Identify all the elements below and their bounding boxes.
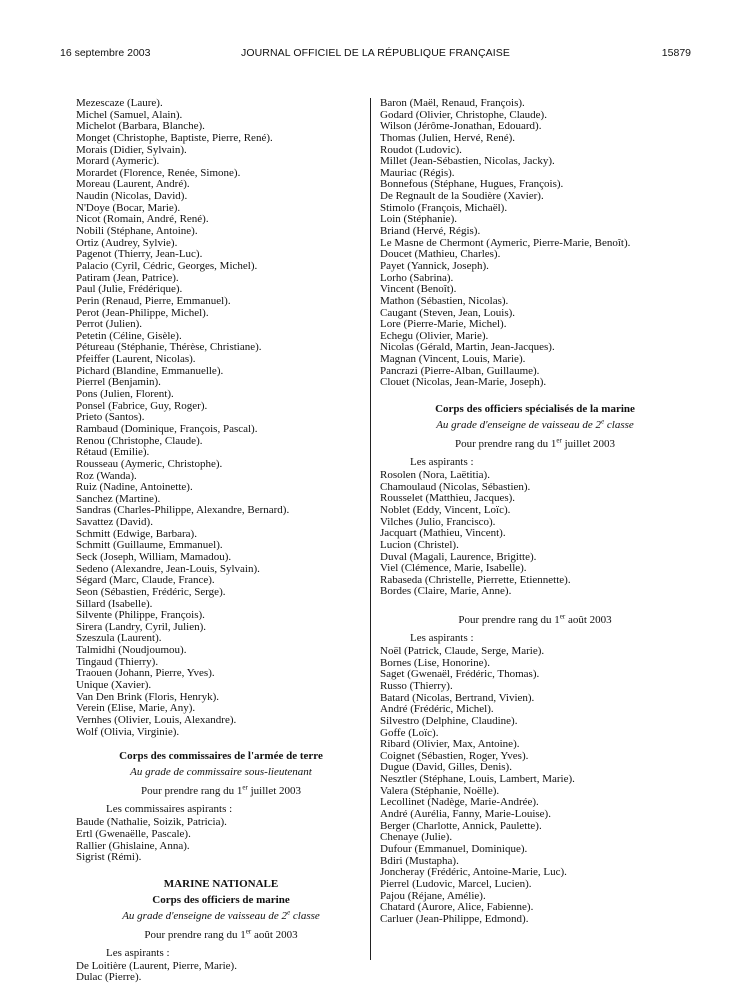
name-entry: Traouen (Johann, Pierre, Yves). xyxy=(76,667,215,680)
name-entry: Goffe (Loïc). xyxy=(380,726,439,739)
name-entry: Vincent (Benoît). xyxy=(380,283,457,296)
name-entry: Valera (Stéphanie, Noëlle). xyxy=(380,784,500,797)
name-entry: Dufour (Emmanuel, Dominique). xyxy=(380,842,528,855)
name-entry: Doucet (Mathieu, Charles). xyxy=(380,248,501,261)
aout-rank: Pour prendre rang du 1er août 2003 xyxy=(458,612,612,627)
name-entry: Pagenot (Thierry, Jean-Luc). xyxy=(76,248,203,261)
name-entry: Roudot (Ludovic). xyxy=(380,143,462,156)
left-name-list xyxy=(76,98,366,738)
name-entry: Carluer (Jean-Philippe, Edmond). xyxy=(380,912,529,925)
name-entry: Clouet (Nicolas, Jean-Marie, Joseph). xyxy=(380,376,547,389)
marine-nationale-heading: MARINE NATIONALE xyxy=(163,877,279,890)
name-entry: Rosolen (Nora, Laëtitia). xyxy=(380,469,490,482)
name-entry: Bdiri (Mustapha). xyxy=(380,854,459,867)
name-entry: Dugue (David, Gilles, Denis). xyxy=(380,761,512,774)
name-entry: Godard (Olivier, Christophe, Claude). xyxy=(380,108,547,121)
name-entry: Millet (Jean-Sébastien, Nicolas, Jacky). xyxy=(380,155,555,168)
name-entry: Sanchez (Martine). xyxy=(76,492,161,505)
name-entry: André (Frédéric, Michel). xyxy=(380,703,494,716)
name-entry: Wilson (Jérôme-Jonathan, Edouard). xyxy=(380,120,542,133)
specialises-name-list xyxy=(380,470,690,598)
name-entry: Sillard (Isabelle). xyxy=(76,597,153,610)
name-entry: Lorho (Sabrina). xyxy=(380,271,454,284)
commissaires-rank: Pour prendre rang du 1er juillet 2003 xyxy=(140,783,302,798)
name-entry: Viel (Clémence, Marie, Isabelle). xyxy=(380,562,527,575)
name-entry: Nobili (Stéphane, Antoine). xyxy=(76,225,198,238)
name-entry: Seon (Sébastien, Frédéric, Serge). xyxy=(76,585,226,598)
name-entry: Seck (Joseph, William, Mamadou). xyxy=(76,550,232,563)
name-entry: Prieto (Santos). xyxy=(76,411,145,424)
name-entry: Bordes (Claire, Marie, Anne). xyxy=(380,585,512,598)
name-entry: Rousselet (Matthieu, Jacques). xyxy=(380,492,516,505)
name-entry: Mezescaze (Laure). xyxy=(76,97,163,109)
name-entry: Duval (Magali, Laurence, Brigitte). xyxy=(380,550,537,563)
name-entry: Schmitt (Guillaume, Emmanuel). xyxy=(76,539,223,552)
specialises-rank: Pour prendre rang du 1er juillet 2003 xyxy=(454,436,616,451)
name-entry: Bornes (Lise, Honorine). xyxy=(380,656,490,669)
name-entry: Palacio (Cyril, Cédric, Georges, Michel). xyxy=(76,259,258,272)
name-entry: Michelot (Barbara, Blanche). xyxy=(76,120,205,133)
name-entry: Chenaye (Julie). xyxy=(380,831,453,844)
name-entry: Pierrel (Ludovic, Marcel, Lucien). xyxy=(380,877,532,890)
name-entry: Wolf (Olivia, Virginie). xyxy=(76,725,180,738)
right-name-list xyxy=(380,98,690,389)
name-entry: Vernhes (Olivier, Louis, Alexandre). xyxy=(76,713,237,726)
marine-name-list xyxy=(76,961,366,984)
name-entry: Patiram (Jean, Patrice). xyxy=(76,271,179,284)
name-entry: Talmidhi (Noudjoumou). xyxy=(76,644,187,657)
commissaires-name-list xyxy=(76,817,366,864)
name-entry: Pétureau (Stéphanie, Thérèse, Christiane). xyxy=(76,341,262,354)
name-entry: Rambaud (Dominique, François, Pascal). xyxy=(76,422,258,435)
name-entry: Batard (Nicolas, Bertrand, Vivien). xyxy=(380,691,535,704)
header-journal-title: JOURNAL OFFICIEL DE LA RÉPUBLIQUE FRANÇAISE xyxy=(241,47,510,59)
name-entry: Mauriac (Régis). xyxy=(380,166,455,179)
name-entry: Morardet (Florence, Renée, Simone). xyxy=(76,166,241,179)
name-entry: Van Den Brink (Floris, Henryk). xyxy=(76,690,219,703)
header-date: 16 septembre 2003 xyxy=(60,47,151,59)
name-entry: Savattez (David). xyxy=(76,516,153,529)
name-entry: Petetin (Céline, Gisèle). xyxy=(76,329,182,342)
name-entry: Morard (Aymeric). xyxy=(76,155,160,168)
aout-aspirants-label: Les aspirants : xyxy=(410,632,474,645)
name-entry: De Regnault de la Soudière (Xavier). xyxy=(380,190,544,203)
name-entry: Stimolo (François, Michaël). xyxy=(380,201,508,214)
name-entry: Paul (Julie, Frédérique). xyxy=(76,283,183,296)
name-entry: Lore (Pierre-Marie, Michel). xyxy=(380,318,507,331)
marine-rank: Pour prendre rang du 1er août 2003 xyxy=(144,927,298,941)
name-entry: Tingaud (Thierry). xyxy=(76,655,159,668)
name-entry: Roz (Wanda). xyxy=(76,469,137,482)
name-entry: Joncheray (Frédéric, Antoine-Marie, Luc). xyxy=(380,866,567,879)
name-entry: Nicot (Romain, André, René). xyxy=(76,213,209,226)
name-entry: Renou (Christophe, Claude). xyxy=(76,434,203,447)
name-entry: Noël (Patrick, Claude, Serge, Marie). xyxy=(380,645,545,658)
name-entry: Ortiz (Audrey, Sylvie). xyxy=(76,236,178,249)
name-entry: Payet (Yannick, Joseph). xyxy=(380,259,489,272)
name-entry: Loin (Stéphanie). xyxy=(380,213,457,226)
name-entry: De Loitière (Laurent, Pierre, Marie). xyxy=(76,959,237,972)
name-entry: Coignet (Sébastien, Roger, Yves). xyxy=(380,749,529,762)
name-entry: Silvente (Philippe, François). xyxy=(76,609,205,622)
name-entry: Verein (Elise, Marie, Any). xyxy=(76,702,196,715)
name-entry: Ribard (Olivier, Max, Antoine). xyxy=(380,738,520,751)
marine-grade: Au grade d'enseigne de vaisseau de 2e classe xyxy=(122,908,320,922)
name-entry: Baron (Maël, Renaud, François). xyxy=(380,97,525,109)
name-entry: Pancrazi (Pierre-Alban, Guillaume). xyxy=(380,364,540,377)
name-entry: Ruiz (Nadine, Antoinette). xyxy=(76,481,193,494)
name-entry: Morais (Didier, Sylvain). xyxy=(76,143,187,156)
aout-name-list xyxy=(380,646,690,925)
header-page-number: 15879 xyxy=(661,47,691,59)
name-entry: Noblet (Eddy, Vincent, Loïc). xyxy=(380,503,511,516)
specialises-heading: Corps des officiers spécialisés de la marine xyxy=(435,403,635,416)
name-entry: Chamoulaud (Nicolas, Sébastien). xyxy=(380,480,531,493)
name-entry: Rousseau (Aymeric, Christophe). xyxy=(76,457,223,470)
name-entry: Silvestro (Delphine, Claudine). xyxy=(380,714,518,727)
name-entry: Sigrist (Rémi). xyxy=(76,851,142,864)
name-entry: Nicolas (Gérald, Martin, Jean-Jacques). xyxy=(380,341,555,354)
commissaires-aspirants-label: Les commissaires aspirants : xyxy=(106,803,233,816)
name-entry: Dulac (Pierre). xyxy=(76,971,142,984)
column-divider xyxy=(370,98,371,960)
name-entry: Sandras (Charles-Philippe, Alexandre, Bernard). xyxy=(76,504,290,517)
name-entry: Perrot (Julien). xyxy=(76,318,142,331)
right-column xyxy=(380,98,690,925)
name-entry: Sedeno (Alexandre, Jean-Louis, Sylvain). xyxy=(76,562,260,575)
name-entry: Pajou (Réjane, Amélie). xyxy=(380,889,486,902)
name-entry: Briand (Hervé, Régis). xyxy=(380,225,481,238)
name-entry: Ponsel (Fabrice, Guy, Roger). xyxy=(76,399,208,412)
name-entry: Caugant (Steven, Jean, Louis). xyxy=(380,306,516,319)
left-column xyxy=(76,98,366,984)
name-entry: Echegu (Olivier, Marie). xyxy=(380,329,489,342)
name-entry: Moreau (Laurent, André). xyxy=(76,178,190,191)
name-entry: Saget (Gwenaël, Frédéric, Thomas). xyxy=(380,668,540,681)
name-entry: Rabaseda (Christelle, Pierrette, Etiennette). xyxy=(380,573,571,586)
name-entry: Perin (Renaud, Pierre, Emmanuel). xyxy=(76,294,231,307)
name-entry: Unique (Xavier). xyxy=(76,679,152,692)
name-entry: Baude (Nathalie, Soizik, Patricia). xyxy=(76,816,227,829)
name-entry: Pons (Julien, Florent). xyxy=(76,388,174,401)
name-entry: Berger (Charlotte, Annick, Paulette). xyxy=(380,819,542,832)
name-entry: Ségard (Marc, Claude, France). xyxy=(76,574,215,587)
marine-aspirants-label: Les aspirants : xyxy=(106,946,170,959)
marine-corps-heading: Corps des officiers de marine xyxy=(152,893,290,906)
name-entry: André (Aurélia, Fanny, Marie-Louise). xyxy=(380,808,551,821)
name-entry: Perot (Jean-Philippe, Michel). xyxy=(76,306,209,319)
name-entry: Lucion (Christel). xyxy=(380,538,459,551)
name-entry: Sirera (Landry, Cyril, Julien). xyxy=(76,620,207,633)
name-entry: Ertl (Gwenaëlle, Pascale). xyxy=(76,827,191,840)
name-entry: Thomas (Julien, Hervé, René). xyxy=(380,131,516,144)
commissaires-heading: Corps des commissaires de l'armée de terre xyxy=(119,750,323,763)
name-entry: Magnan (Vincent, Louis, Marie). xyxy=(380,353,526,366)
name-entry: Nesztler (Stéphane, Louis, Lambert, Marie). xyxy=(380,773,575,786)
name-entry: Monget (Christophe, Baptiste, Pierre, René). xyxy=(76,131,273,144)
name-entry: Bonnefous (Stéphane, Hugues, François). xyxy=(380,178,564,191)
name-entry: Schmitt (Edwige, Barbara). xyxy=(76,527,197,540)
name-entry: Jacquart (Mathieu, Vincent). xyxy=(380,527,506,540)
name-entry: Le Masne de Chermont (Aymeric, Pierre-Marie, Benoît). xyxy=(380,236,631,249)
name-entry: Russo (Thierry). xyxy=(380,679,453,692)
name-entry: Szeszula (Laurent). xyxy=(76,632,162,645)
name-entry: Pierrel (Benjamin). xyxy=(76,376,161,389)
page-header xyxy=(0,0,751,60)
name-entry: Pfeiffer (Laurent, Nicolas). xyxy=(76,353,196,366)
name-entry: Rétaud (Emilie). xyxy=(76,446,150,459)
name-entry: N'Doye (Bocar, Marie). xyxy=(76,201,181,214)
name-entry: Michel (Samuel, Alain). xyxy=(76,108,183,121)
specialises-grade: Au grade d'enseigne de vaisseau de 2e classe xyxy=(436,417,634,432)
name-entry: Naudin (Nicolas, David). xyxy=(76,190,188,203)
commissaires-grade: Au grade de commissaire sous-lieutenant xyxy=(130,766,312,779)
name-entry: Pichard (Blandine, Emmanuelle). xyxy=(76,364,224,377)
name-entry: Lecollinet (Nadège, Marie-Andrée). xyxy=(380,796,539,809)
name-entry: Rallier (Ghislaine, Anna). xyxy=(76,839,190,852)
name-entry: Vilches (Julio, Francisco). xyxy=(380,515,496,528)
name-entry: Mathon (Sébastien, Nicolas). xyxy=(380,294,509,307)
specialises-aspirants-label: Les aspirants : xyxy=(410,456,474,469)
name-entry: Chatard (Aurore, Alice, Fabienne). xyxy=(380,901,534,914)
